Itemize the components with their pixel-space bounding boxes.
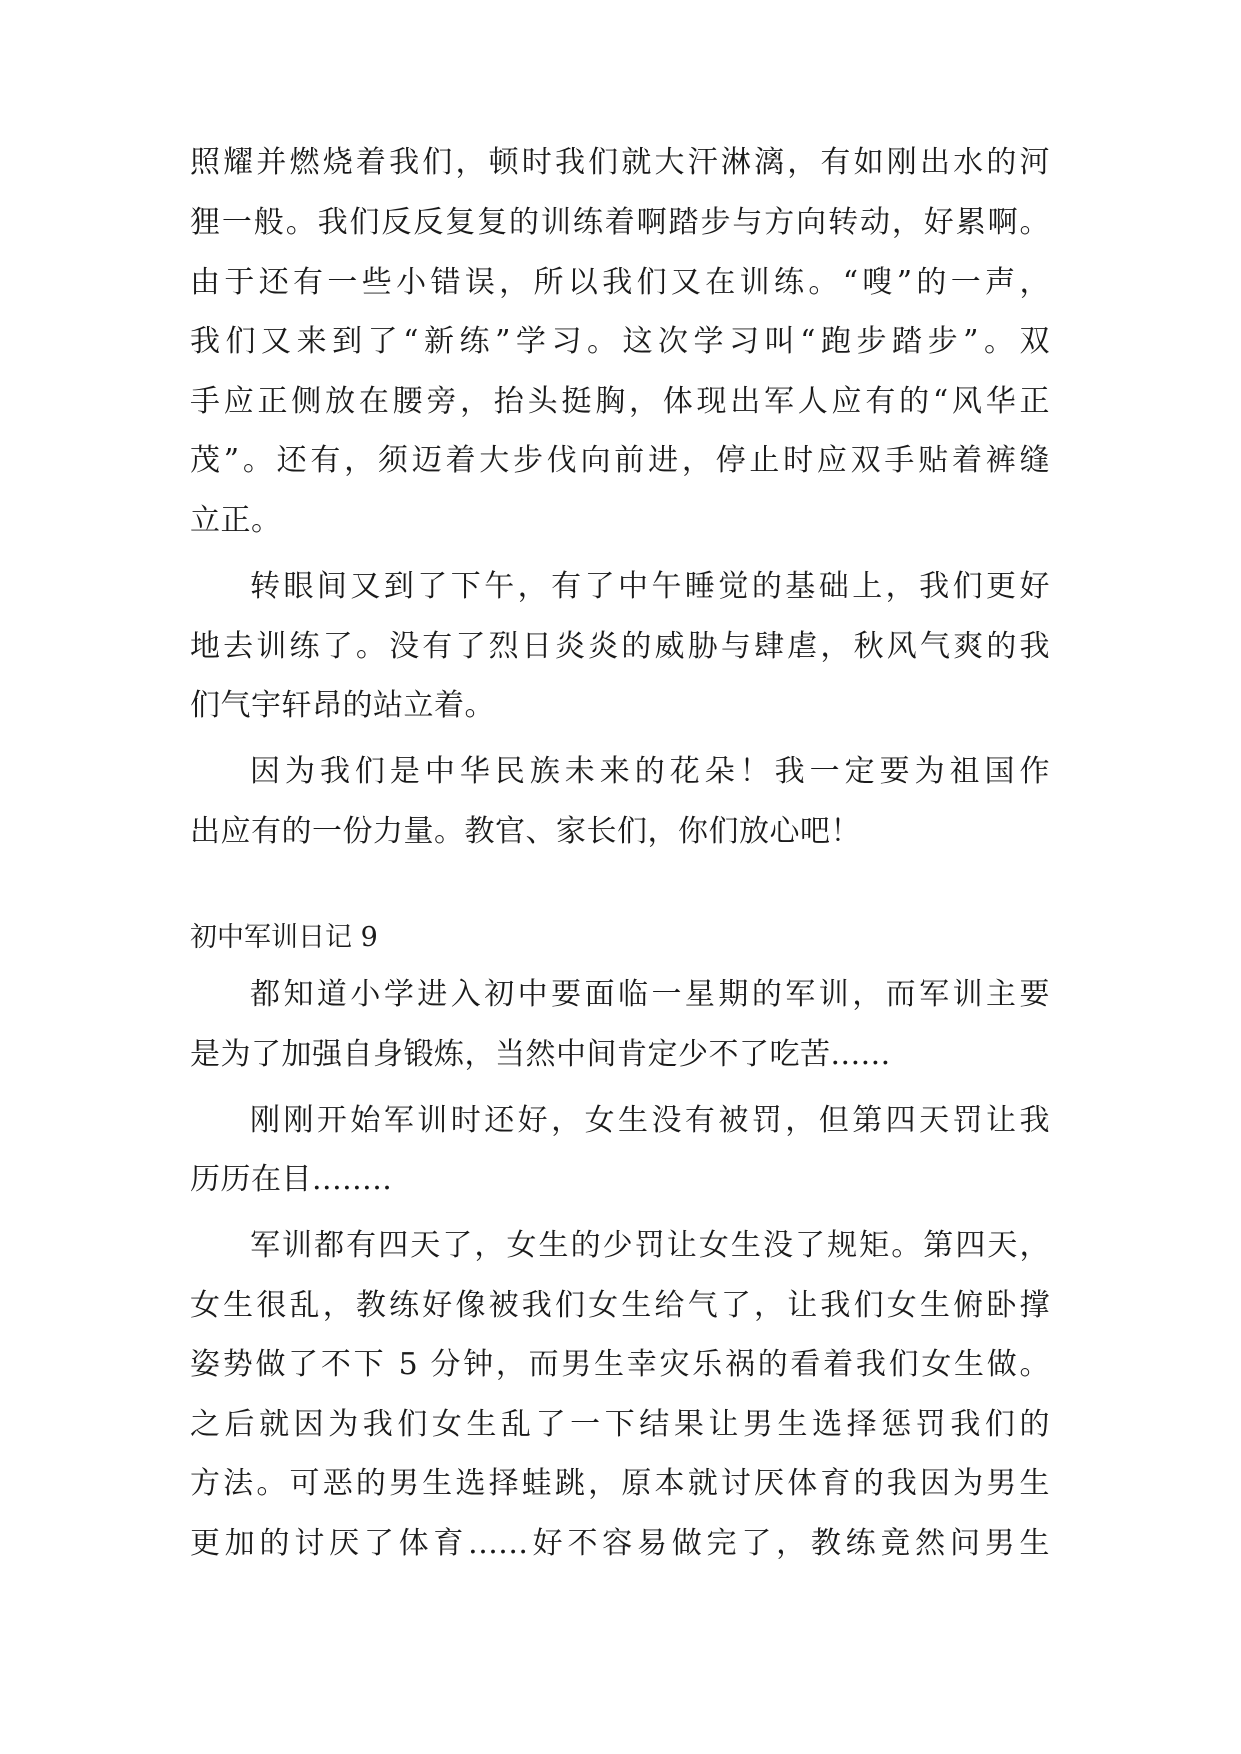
paragraph-1-line-4: 我们又来到了“新练”学习。这次学习叫“跑步踏步”。双 <box>190 324 1050 359</box>
paragraph-3-line-1: 因为我们是中华民族未来的花朵！我一定要为祖国作 <box>250 754 1050 789</box>
paragraph-6-line-6: 更加的讨厌了体育......好不容易做完了，教练竟然问男生 <box>190 1526 1050 1561</box>
paragraph-5-line-2: 历历在目........ <box>190 1162 393 1197</box>
paragraph-5-line-1: 刚刚开始军训时还好，女生没有被罚，但第四天罚让我 <box>250 1103 1050 1138</box>
paragraph-4-line-2: 是为了加强自身锻炼，当然中间肯定少不了吃苦...... <box>190 1037 891 1072</box>
section-title: 初中军训日记 9 <box>190 922 378 953</box>
paragraph-6-line-1: 军训都有四天了，女生的少罚让女生没了规矩。第四天， <box>250 1228 1050 1263</box>
paragraph-1-line-6: 茂”。还有，须迈着大步伐向前进，停止时应双手贴着裤缝 <box>190 443 1050 478</box>
paragraph-2-line-2: 地去训练了。没有了烈日炎炎的威胁与肆虐，秋风气爽的我 <box>190 629 1050 664</box>
paragraph-4-line-1: 都知道小学进入初中要面临一星期的军训，而军训主要 <box>250 977 1050 1012</box>
paragraph-6-line-3: 姿势做了不下 5 分钟，而男生幸灾乐祸的看着我们女生做。 <box>190 1347 1050 1382</box>
paragraph-1-line-2: 狸一般。我们反反复复的训练着啊踏步与方向转动，好累啊。 <box>190 205 1050 240</box>
paragraph-3-line-2: 出应有的一份力量。教官、家长们，你们放心吧！ <box>190 814 861 849</box>
paragraph-1-line-7: 立正。 <box>190 503 282 538</box>
paragraph-1-line-1: 照耀并燃烧着我们，顿时我们就大汗淋漓，有如刚出水的河 <box>190 145 1050 180</box>
paragraph-6-line-4: 之后就因为我们女生乱了一下结果让男生选择惩罚我们的 <box>190 1407 1050 1442</box>
paragraph-1-line-5: 手应正侧放在腰旁，抬头挺胸，体现出军人应有的“风华正 <box>190 384 1050 419</box>
paragraph-1-line-3: 由于还有一些小错误，所以我们又在训练。“嗖”的一声， <box>190 265 1050 300</box>
paragraph-6-line-2: 女生很乱，教练好像被我们女生给气了，让我们女生俯卧撑 <box>190 1288 1050 1323</box>
paragraph-6-line-5: 方法。可恶的男生选择蛙跳，原本就讨厌体育的我因为男生 <box>190 1466 1050 1501</box>
paragraph-2-line-1: 转眼间又到了下午，有了中午睡觉的基础上，我们更好 <box>250 569 1050 604</box>
paragraph-2-line-3: 们气宇轩昂的站立着。 <box>190 688 495 723</box>
